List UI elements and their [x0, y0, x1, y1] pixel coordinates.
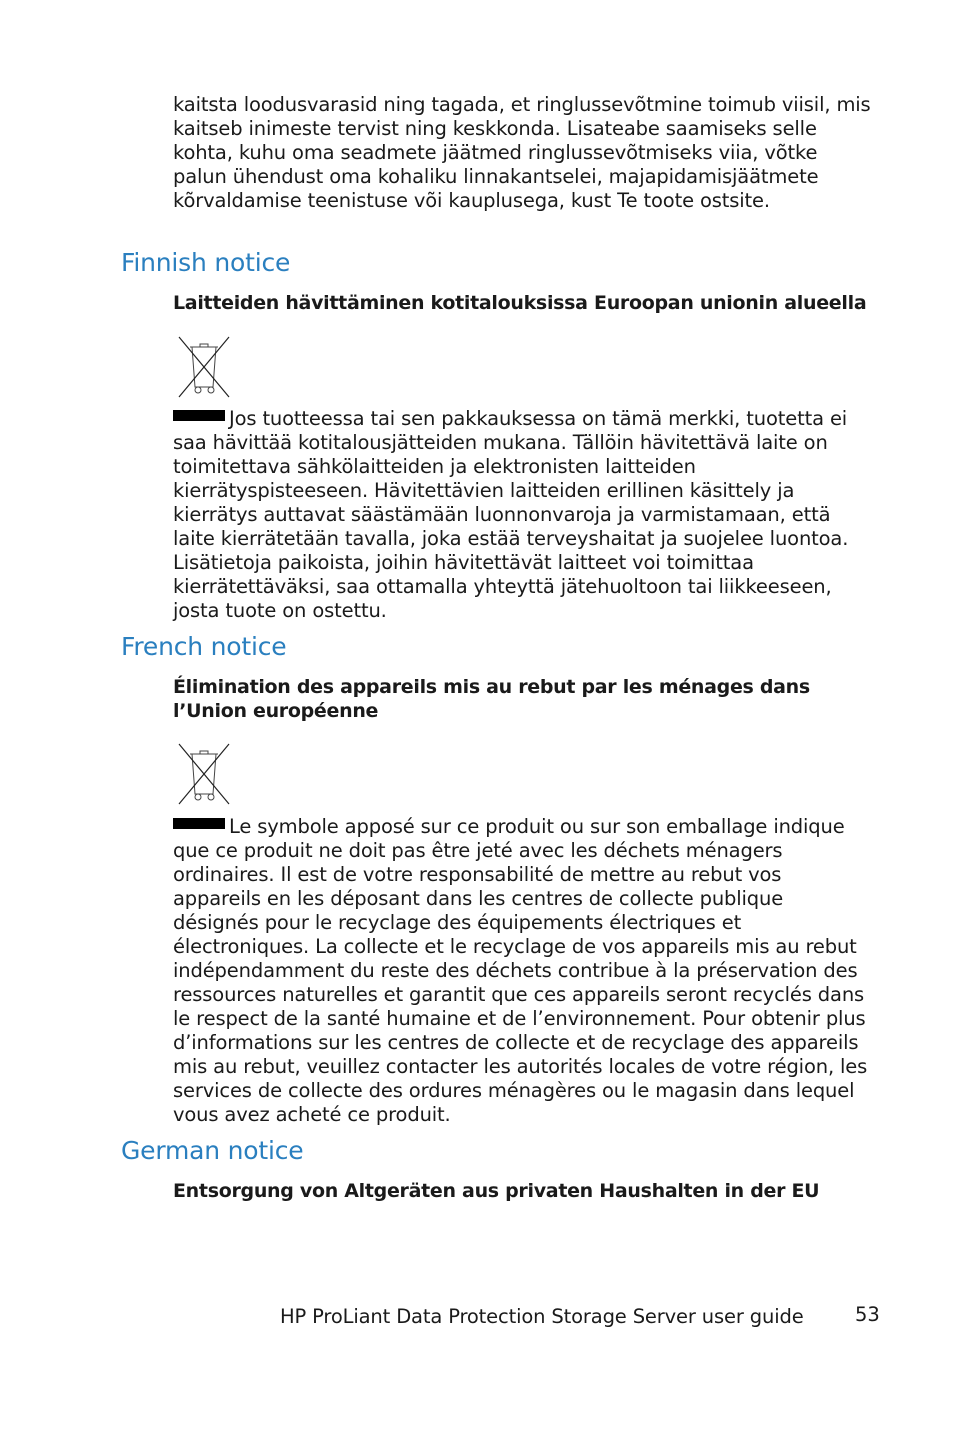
finnish-paragraph-text: Jos tuotteessa tai sen pakkauksessa on tämä merkki, tuotetta ei saa hävittää kotitalousjätteiden mukana. Tällöin hävitettävä laite on toimitettava sähkölaitteiden ja elektronisten laitteiden kierrätyspisteeseen. Hävitettävien laitteiden erillinen käsittely ja kierrätys auttavat säästämään luonnonvaroja ja varmistamaan, että laite kierrätetään tavalla, joka estää terveyshaitat ja suojelee luontoa. Lisätietoja paikoista, joihin hävitettävät laitteet voi toimittaa kierrätettäväksi, saa ottamalla yhteyttä jätehuoltoon tai liikkeeseen, josta tuote on ostettu.: [173, 407, 849, 622]
french-heading: French notice: [121, 632, 287, 661]
finnish-subheading: Laitteiden hävittäminen kotitalouksissa Euroopan unionin alueella: [173, 292, 867, 314]
german-subheading: Entsorgung von Altgeräten aus privaten Haushalten in der EU: [173, 1180, 820, 1202]
weee-bar-marker: [173, 818, 225, 829]
estonian-paragraph: kaitsta loodusvarasid ning tagada, et ringlussevõtmine toimub viisil, mis kaitseb inimeste tervist ning keskkonda. Lisateabe saamiseks selle kohta, kuhu oma seadmete jäätmed ringlussevõtmiseks viia, võtke palun ühendust oma kohaliku linnakantselei, majapidamisjäätmete kõrvaldamise teenistuse või kauplusega, kust Te toote ostsite.: [173, 93, 871, 212]
german-heading: German notice: [121, 1136, 304, 1165]
finnish-paragraph: [173, 407, 873, 623]
page-number: 53: [855, 1303, 880, 1326]
weee-bar-marker: [173, 410, 225, 421]
french-subheading: Élimination des appareils mis au rebut par les ménages dans l’Union européenne: [173, 676, 810, 722]
french-paragraph: [173, 815, 873, 1127]
footer-title: HP ProLiant Data Protection Storage Server user guide: [280, 1305, 804, 1328]
french-paragraph-text: Le symbole apposé sur ce produit ou sur son emballage indique que ce produit ne doit pas être jeté avec les déchets ménagers ordinaires. Il est de votre responsabilité de mettre au rebut vos appareils en les déposant dans les centres de collecte publique désignés pour le recyclage des équipements électriques et électroniques. La collecte et le recyclage de vos appareils mis au rebut indépendamment du reste des déchets contribue à la préservation des ressources naturelles et garantit que ces appareils seront recyclés dans le respect de la santé humaine et de l’environnement. Pour obtenir plus d’informations sur les centres de collecte et de recyclage des appareils mis au rebut, veuillez contacter les autorités locales de votre région, les services de collecte des ordures ménagères ou le magasin dans lequel vous avez acheté ce produit.: [173, 815, 868, 1126]
crossed-out-wheelie-bin-icon: [176, 335, 232, 399]
finnish-heading: Finnish notice: [121, 248, 291, 277]
crossed-out-wheelie-bin-icon: [176, 742, 232, 806]
